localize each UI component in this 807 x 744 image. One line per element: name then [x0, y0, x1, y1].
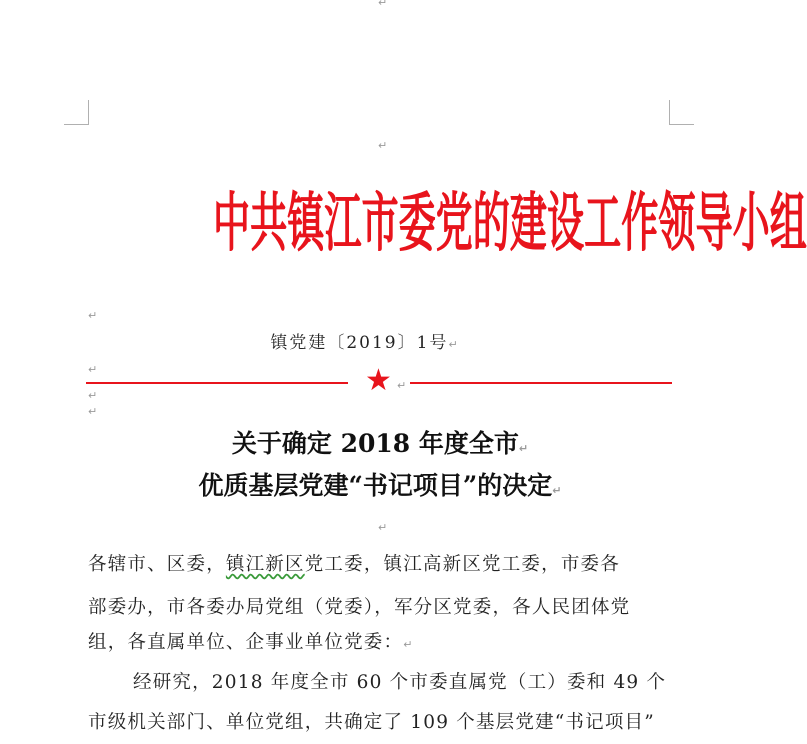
red-rule-left [86, 382, 348, 384]
paragraph-mark: ↵ [88, 405, 98, 418]
star-icon: ★ [365, 363, 392, 398]
paragraph-mark: ↵ [88, 389, 98, 402]
crop-mark-right-vertical [669, 100, 670, 124]
document-number: 镇党建〔2019〕1号↵ [270, 333, 460, 353]
spellcheck-underlined-text[interactable]: 镇江新区 [225, 554, 305, 575]
body-line-2: 市级机关部门、单位党组，共确定了 109 个基层党建“书记项目” [88, 712, 655, 733]
paragraph-mark: ↵ [378, 139, 388, 152]
crop-mark-left-vertical [88, 100, 89, 124]
addressees-line-2: 部委办，市各委办局党组（党委），军分区党委，各人民团体党 [88, 597, 631, 618]
document-title-line-1: 关于确定 2018 年度全市↵ [231, 429, 529, 458]
crop-mark-left-horizontal [64, 124, 89, 125]
paragraph-mark: ↵ [378, 521, 388, 534]
body-line-1: 经研究，2018 年度全市 60 个市委直属党（工）委和 49 个 [133, 672, 667, 693]
document-masthead: 中共镇江市委党的建设工作领导小组 [212, 186, 807, 261]
paragraph-mark: ↵ [88, 309, 98, 322]
paragraph-mark-top: ↵ [378, 0, 388, 9]
addressees-line-3: 组，各直属单位、企事业单位党委：↵ [88, 632, 414, 653]
red-rule-right [410, 382, 672, 384]
document-title-line-2: 优质基层党建“书记项目”的决定↵ [198, 471, 562, 500]
paragraph-mark: ↵ [397, 379, 407, 392]
paragraph-mark: ↵ [88, 363, 98, 376]
crop-mark-right-horizontal [669, 124, 694, 125]
addressees-line-1: 各辖市、区委，镇江新区党工委，镇江高新区党工委，市委各 [88, 554, 620, 575]
